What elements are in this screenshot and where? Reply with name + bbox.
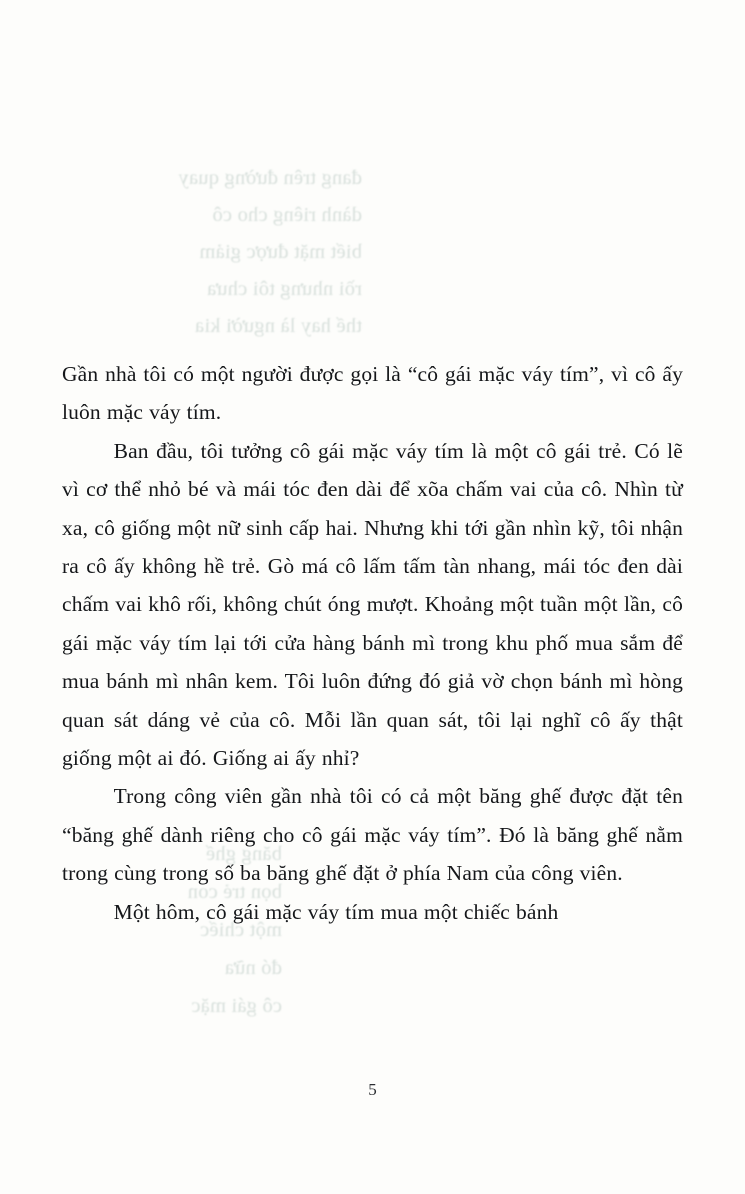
paragraph: Trong công viên gần nhà tôi có cả một băng ghế được đặt tên “băng ghế dành riêng cho cô gái mặc váy tím”. Đó là băng ghế nằm trong cùng trong số ba băng ghế đặt ở phía Nam của công viên. — [62, 784, 683, 886]
show-through-line: băng ghế — [205, 843, 282, 865]
show-through-line: biết mặt được giảm — [199, 241, 362, 263]
show-through-line: cô gái mặc — [191, 995, 282, 1017]
show-through-line: rồi nhưng tôi chưa — [206, 278, 362, 300]
show-through-line: đang trên đường quay — [178, 167, 362, 189]
paragraph: Gần nhà tôi có một người được gọi là “cô gái mặc váy tím”, vì cô ấy luôn mặc váy tím. — [62, 362, 683, 425]
page-number: 5 — [368, 1080, 377, 1099]
show-through-line: một chiếc — [199, 919, 282, 941]
paragraph: Một hôm, cô gái mặc váy tím mua một chiếc bánh — [113, 899, 559, 924]
show-through-line: dành riêng cho cô — [212, 204, 362, 226]
show-through-line: đó nữa — [224, 957, 282, 979]
body-text — [62, 355, 683, 931]
show-through-text-top — [62, 160, 362, 345]
paragraph: Ban đầu, tôi tưởng cô gái mặc váy tím là một cô gái trẻ. Có lẽ vì cơ thể nhỏ bé và mái tóc đen dài để xõa chấm vai của cô. Nhìn từ xa, cô giống một nữ sinh cấp hai. Nhưng khi tới gần nhìn kỹ, tôi nhận ra cô ấy không hề trẻ. Gò má cô lấm tấm tàn nhang, mái tóc đen dài chấm vai khô rối, không chút óng mượt. Khoảng một tuần một lần, cô gái mặc váy tím lại tới cửa hàng bánh mì trong khu phố mua sắm để mua bánh mì nhân kem. Tôi luôn đứng đó giả vờ chọn bánh mì hòng quan sát dáng vẻ của cô. Mỗi lần quan sát, tôi lại nghĩ cô ấy thật giống một ai đó. Giống ai ấy nhỉ? — [62, 438, 683, 771]
show-through-line: thế hay là người kia — [194, 315, 362, 337]
show-through-line: bọn trẻ con — [187, 881, 282, 903]
